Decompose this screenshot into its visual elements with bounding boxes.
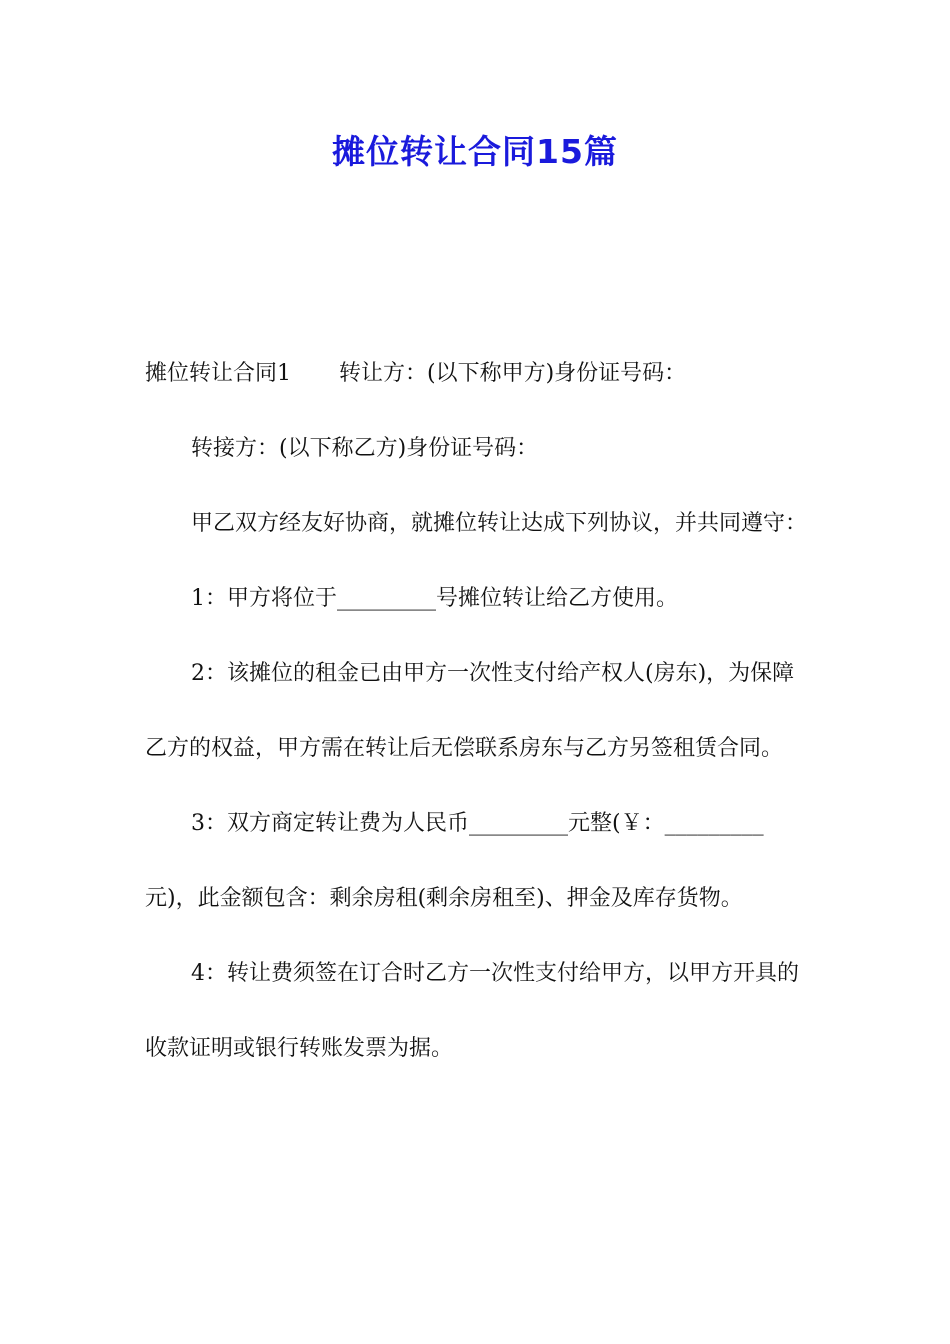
transferor-line: 转让方：(以下称甲方)身份证号码： xyxy=(339,361,687,386)
paragraph-2: 转接方：(以下称乙方)身份证号码： xyxy=(191,436,539,461)
paragraph-4: 1：甲方将位于_________号摊位转让给乙方使用。 xyxy=(191,586,678,611)
paragraph-3: 甲乙双方经友好协商，就摊位转让达成下列协议，并共同遵守： xyxy=(191,511,808,536)
paragraph-6: 3：双方商定转让费为人民币_________元整(￥：_________元)，此金额包含：剩余房租(剩余房租至)、押金及库存货物。 xyxy=(145,811,764,911)
paragraph-1 xyxy=(145,336,809,411)
paragraph-5: 2：该摊位的租金已由甲方一次性支付给产权人(房东)，为保障乙方的权益，甲方需在转让后无偿联系房东与乙方另签租赁合同。 xyxy=(145,661,795,761)
document-title: 摊位转让合同15篇 xyxy=(332,132,618,171)
contract-body xyxy=(145,336,809,1086)
paragraph-7: 4：转让费须签在订合时乙方一次性支付给甲方，以甲方开具的收款证明或银行转账发票为据。 xyxy=(145,961,799,1061)
contract-heading: 摊位转让合同1 xyxy=(145,361,291,386)
